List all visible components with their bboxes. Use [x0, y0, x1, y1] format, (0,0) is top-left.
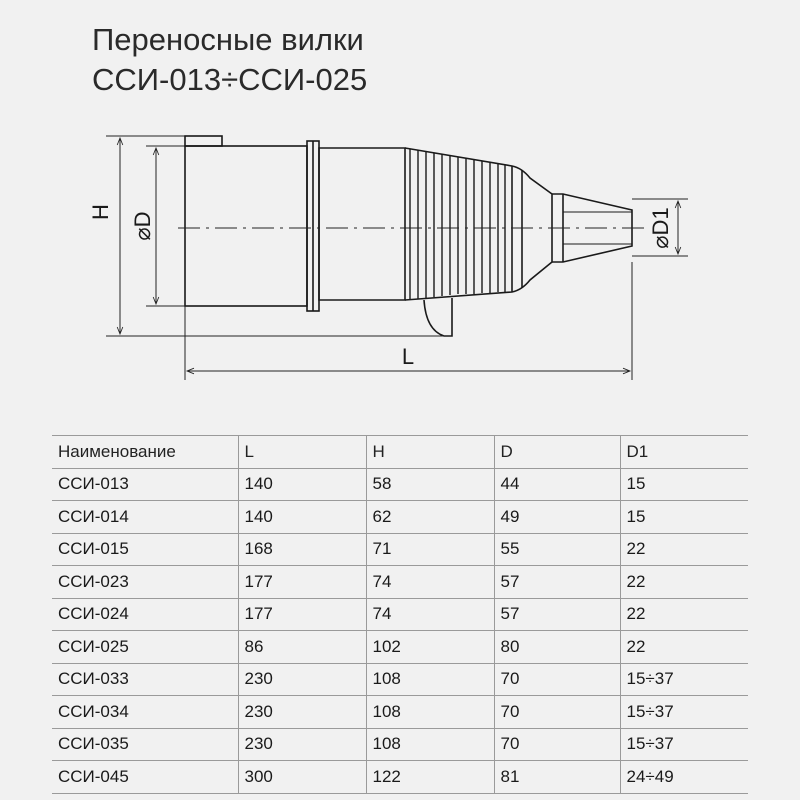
title-line-1: Переносные вилки: [92, 22, 364, 57]
cell-d1: 15: [620, 468, 748, 501]
plug-ribbed-cone: [405, 148, 552, 300]
cell-h: 62: [366, 501, 494, 534]
cell-l: 177: [238, 566, 366, 599]
cell-l: 230: [238, 728, 366, 761]
cell-name: ССИ-045: [52, 761, 238, 794]
cell-h: 71: [366, 533, 494, 566]
cell-name: ССИ-034: [52, 696, 238, 729]
plug-latch: [424, 298, 452, 336]
cell-d: 57: [494, 566, 620, 599]
cell-l: 86: [238, 631, 366, 664]
table-row: [52, 566, 748, 599]
cell-h: 58: [366, 468, 494, 501]
cell-d1: 22: [620, 631, 748, 664]
cell-h: 108: [366, 663, 494, 696]
cell-d1: 15: [620, 501, 748, 534]
plug-technical-drawing: [0, 120, 800, 390]
cell-l: 300: [238, 761, 366, 794]
cell-d1: 22: [620, 598, 748, 631]
cell-d: 55: [494, 533, 620, 566]
table-row: [52, 598, 748, 631]
label-l: L: [401, 344, 415, 369]
cell-d: 70: [494, 696, 620, 729]
label-h: H: [88, 204, 113, 220]
table-row: [52, 663, 748, 696]
cell-l: 177: [238, 598, 366, 631]
header-d: D: [494, 436, 620, 469]
cell-h: 108: [366, 696, 494, 729]
cell-l: 230: [238, 663, 366, 696]
table-row: [52, 761, 748, 794]
table-row: [52, 631, 748, 664]
plug-top-clip: [185, 136, 222, 146]
label-d1: ⌀D1: [648, 207, 673, 249]
label-d: ⌀D: [130, 211, 155, 241]
cell-d: 49: [494, 501, 620, 534]
table-row: [52, 728, 748, 761]
cell-name: ССИ-024: [52, 598, 238, 631]
table-row: [52, 468, 748, 501]
cell-h: 108: [366, 728, 494, 761]
cell-d: 80: [494, 631, 620, 664]
cell-h: 74: [366, 566, 494, 599]
plug-body: [185, 136, 632, 336]
cell-d: 81: [494, 761, 620, 794]
cell-name: ССИ-015: [52, 533, 238, 566]
plug-head: [185, 146, 307, 306]
cell-d1: 22: [620, 566, 748, 599]
header-l: L: [238, 436, 366, 469]
header-d1: D1: [620, 436, 748, 469]
cone-ribs: [410, 149, 505, 300]
cell-name: ССИ-014: [52, 501, 238, 534]
plug-housing: [319, 148, 405, 300]
cell-d1: 15÷37: [620, 728, 748, 761]
cell-name: ССИ-023: [52, 566, 238, 599]
cell-h: 102: [366, 631, 494, 664]
cell-d: 70: [494, 663, 620, 696]
title-line-2: ССИ-013÷ССИ-025: [92, 62, 368, 97]
header-name: Наименование: [52, 436, 238, 469]
cell-d: 44: [494, 468, 620, 501]
cell-l: 140: [238, 468, 366, 501]
cell-d: 57: [494, 598, 620, 631]
cell-name: ССИ-035: [52, 728, 238, 761]
cell-l: 140: [238, 501, 366, 534]
table-header-row: [52, 436, 748, 469]
cell-name: ССИ-013: [52, 468, 238, 501]
table-row: [52, 696, 748, 729]
cell-h: 122: [366, 761, 494, 794]
cell-d1: 15÷37: [620, 663, 748, 696]
table-row: [52, 501, 748, 534]
dimensions-table: [52, 435, 748, 794]
cell-d1: 24÷49: [620, 761, 748, 794]
cell-d1: 15÷37: [620, 696, 748, 729]
cell-name: ССИ-033: [52, 663, 238, 696]
cell-name: ССИ-025: [52, 631, 238, 664]
cell-h: 74: [366, 598, 494, 631]
page-title: [92, 20, 367, 100]
header-h: H: [366, 436, 494, 469]
cell-l: 168: [238, 533, 366, 566]
table-row: [52, 533, 748, 566]
cell-l: 230: [238, 696, 366, 729]
cell-d1: 22: [620, 533, 748, 566]
cell-d: 70: [494, 728, 620, 761]
